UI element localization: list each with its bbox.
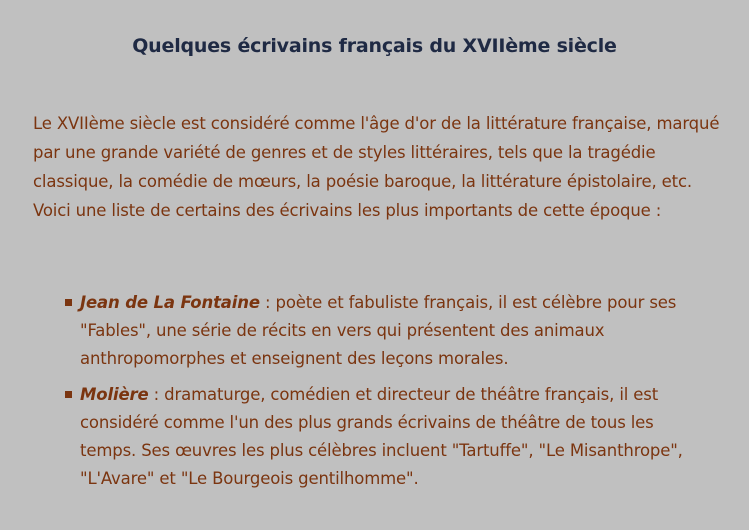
author-description: : poète et fabuliste français, il est célèbre pour ses "Fables", une série de récits en vers qui présentent des animaux anthropomorphes et enseignent des leçons morales.: [80, 293, 677, 368]
square-bullet-icon: [65, 391, 72, 398]
intro-paragraph: Le XVIIème siècle est considéré comme l'âge d'or de la littérature française, marqué par une grande variété de genres et de styles littéraires, tels que la tragédie classique, la comédie de mœurs, la poésie baroque, la littérature épistolaire, etc. Voici une liste de certains des écrivains les plus importants de cette époque :: [33, 114, 720, 220]
author-description: : dramaturge, comédien et directeur de théâtre français, il est considéré comme l'un des plus grands écrivains de théâtre de tous les temps. Ses œuvres les plus célèbres incluent "Tartuffe", "Le Misanthrope", "L'Avare" et "Le Bourgeois gentilhomme".: [80, 385, 683, 488]
author-list: [64, 289, 704, 501]
author-name: Jean de La Fontaine: [80, 293, 260, 312]
list-item: [64, 289, 704, 373]
page-title: Quelques écrivains français du XVIIème siècle: [132, 35, 617, 57]
square-bullet-icon: [65, 299, 72, 306]
list-item: [64, 381, 704, 493]
author-name: Molière: [80, 385, 149, 404]
